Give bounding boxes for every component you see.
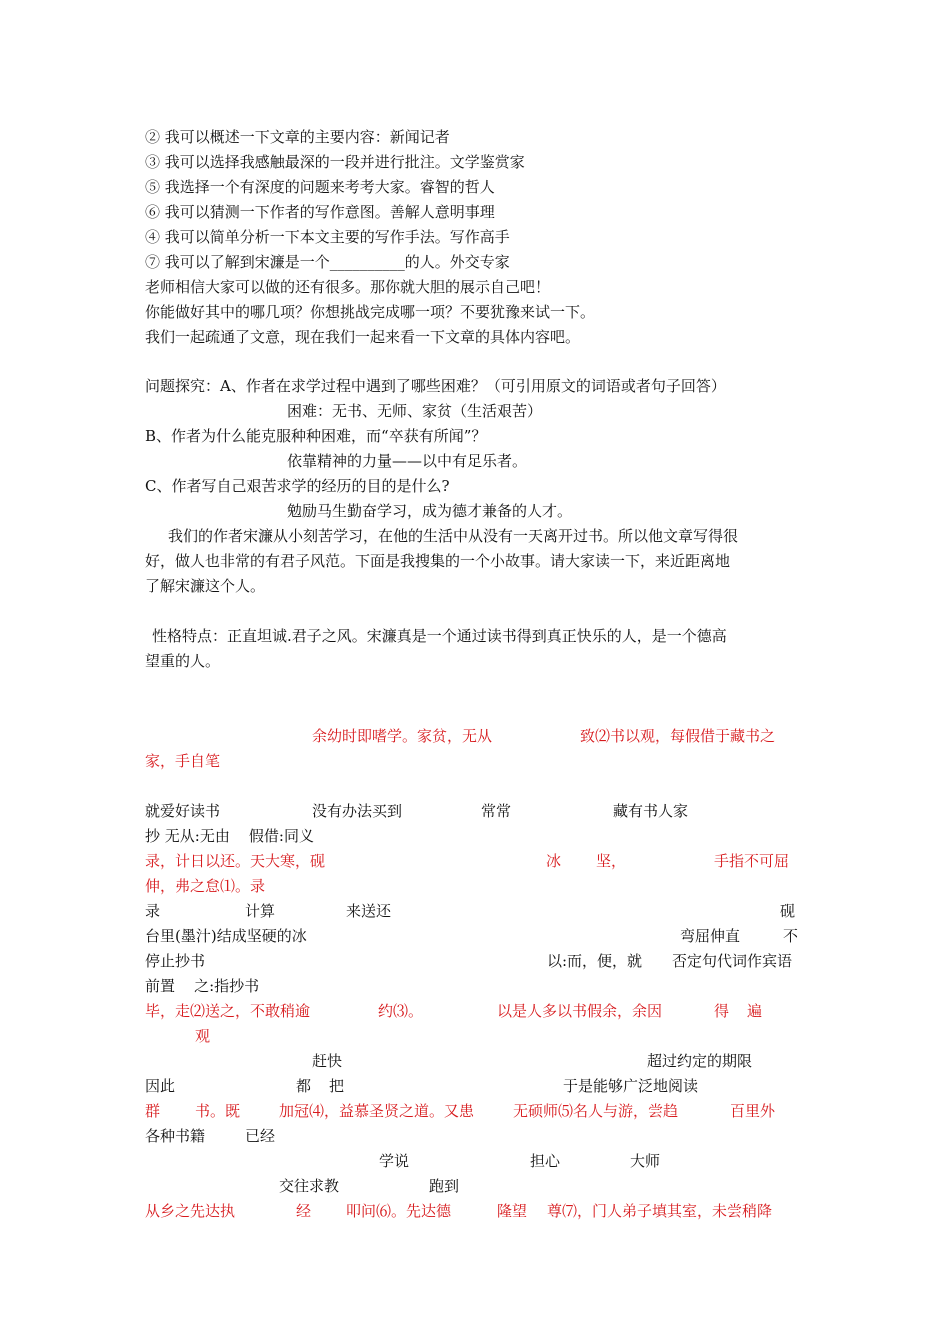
annotation: 前置 之:指抄书 — [145, 977, 260, 995]
question-b: B、作者为什么能克服种种困难，而“卒获有所闻”？ — [145, 427, 487, 445]
annotation: 赶快 — [312, 1052, 343, 1070]
annotation: 台里(墨汁)结成坚硬的冰 — [145, 927, 307, 945]
original-text: 得 — [714, 1002, 730, 1020]
original-text: 观 — [195, 1027, 211, 1045]
story-line: 我们的作者宋濂从小刻苦学习，在他的生活中从没有一天离开过书。所以他文章写得很 — [168, 527, 739, 545]
annotation: 没有办法买到 — [312, 802, 403, 820]
original-text: 录，计日以还。天大寒，砚 — [145, 852, 326, 870]
task-item: ③ 我可以选择我感触最深的一段并进行批注。文学鉴赏家 — [145, 153, 525, 171]
annotation: 大师 — [630, 1152, 661, 1170]
original-text: 加冠⑷，益慕圣贤之道。又患 — [279, 1102, 475, 1120]
task-item: ⑤ 我选择一个有深度的问题来考考大家。睿智的哲人 — [145, 178, 495, 196]
original-text: 遍 — [747, 1002, 763, 1020]
original-text: 隆望 — [497, 1202, 528, 1220]
annotation: 砚 — [780, 902, 796, 920]
original-text: 叩问⑹。先达德 — [346, 1202, 452, 1220]
annotation: 来送还 — [346, 902, 392, 920]
annotation: 跑到 — [429, 1177, 460, 1195]
original-text: 余幼时即嗜学。家贫，无从 — [312, 727, 493, 745]
original-text: 群 — [145, 1102, 161, 1120]
original-text: 毕，走⑵送之，不敢稍逾 — [145, 1002, 311, 1020]
original-text: 以是人多以书假余，余因 — [497, 1002, 663, 1020]
task-item: ④ 我可以简单分析一下本文主要的写作手法。写作高手 — [145, 228, 510, 246]
annotation: 超过约定的期限 — [647, 1052, 753, 1070]
annotation: 把 — [329, 1077, 345, 1095]
original-text: 无硕师⑸名人与游，尝趋 — [513, 1102, 679, 1120]
original-text: 百里外 — [730, 1102, 776, 1120]
intro-line: 我们一起疏通了文意，现在我们一起来看一下文章的具体内容吧。 — [145, 328, 581, 346]
answer-c: 勉励马生勤奋学习，成为德才兼备的人才。 — [287, 502, 573, 520]
original-text: 家，手自笔 — [145, 752, 221, 770]
original-text: 约⑶。 — [378, 1002, 424, 1020]
intro-line: 老师相信大家可以做的还有很多。那你就大胆的展示自己吧！ — [145, 278, 551, 296]
annotation: 都 — [296, 1077, 312, 1095]
annotation: 以:而，便，就 — [547, 952, 643, 970]
original-text: 坚， — [596, 852, 627, 870]
question-c: C、作者写自己艰苦求学的经历的目的是什么? — [145, 477, 450, 495]
annotation: 担心 — [530, 1152, 561, 1170]
original-text: 从乡之先达执 — [145, 1202, 236, 1220]
original-text: 书。既 — [195, 1102, 241, 1120]
story-line: 了解宋濂这个人。 — [145, 577, 266, 595]
answer-b: 依靠精神的力量——以中有足乐者。 — [287, 452, 528, 470]
annotation: 常常 — [481, 802, 512, 820]
original-text: 经 — [296, 1202, 312, 1220]
annotation: 否定句代词作宾语 — [672, 952, 793, 970]
annotation: 学说 — [379, 1152, 410, 1170]
original-text: 伸，弗之怠⑴。录 — [145, 877, 266, 895]
annotation: 停止抄书 — [145, 952, 206, 970]
annotation: 弯屈伸直 — [680, 927, 741, 945]
annotation: 因此 — [145, 1077, 176, 1095]
annotation: 计算 — [245, 902, 276, 920]
task-item: ② 我可以概述一下文章的主要内容：新闻记者 — [145, 128, 450, 146]
annotation: 抄 无从:无由 假借:同义 — [145, 827, 314, 845]
original-text: 致⑵书以观，每假借于藏书之 — [580, 727, 776, 745]
annotation: 录 — [145, 902, 161, 920]
character-line: 望重的人。 — [145, 652, 221, 670]
intro-line: 你能做好其中的哪几项？你想挑战完成哪一项？不要犹豫来试一下。 — [145, 303, 596, 321]
answer-a: 困难：无书、无师、家贫（生活艰苦） — [287, 402, 543, 420]
task-item: ⑦ 我可以了解到宋濂是一个__________的人。外交专家 — [145, 253, 510, 271]
original-text: 尊⑺，门人弟子填其室，未尝稍降 — [547, 1202, 773, 1220]
original-text: 手指不可屈 — [714, 852, 790, 870]
task-item: ⑥ 我可以猜测一下作者的写作意图。善解人意明事理 — [145, 203, 495, 221]
annotation: 交往求教 — [279, 1177, 340, 1195]
annotation: 于是能够广泛地阅读 — [563, 1077, 699, 1095]
annotation: 不 — [783, 927, 799, 945]
question-a: 问题探究：A、作者在求学过程中遇到了哪些困难？（可引用原文的词语或者句子回答） — [145, 377, 726, 395]
character-line: 性格特点：正直坦诚.君子之风。宋濂真是一个通过读书得到真正快乐的人，是一个德高 — [152, 627, 727, 645]
annotation: 各种书籍 — [145, 1127, 206, 1145]
annotation: 藏有书人家 — [613, 802, 689, 820]
story-line: 好，做人也非常的有君子风范。下面是我搜集的一个小故事。请大家读一下，来近距离地 — [145, 552, 731, 570]
annotation: 就爱好读书 — [145, 802, 221, 820]
original-text: 冰 — [546, 852, 562, 870]
annotation: 已经 — [245, 1127, 276, 1145]
